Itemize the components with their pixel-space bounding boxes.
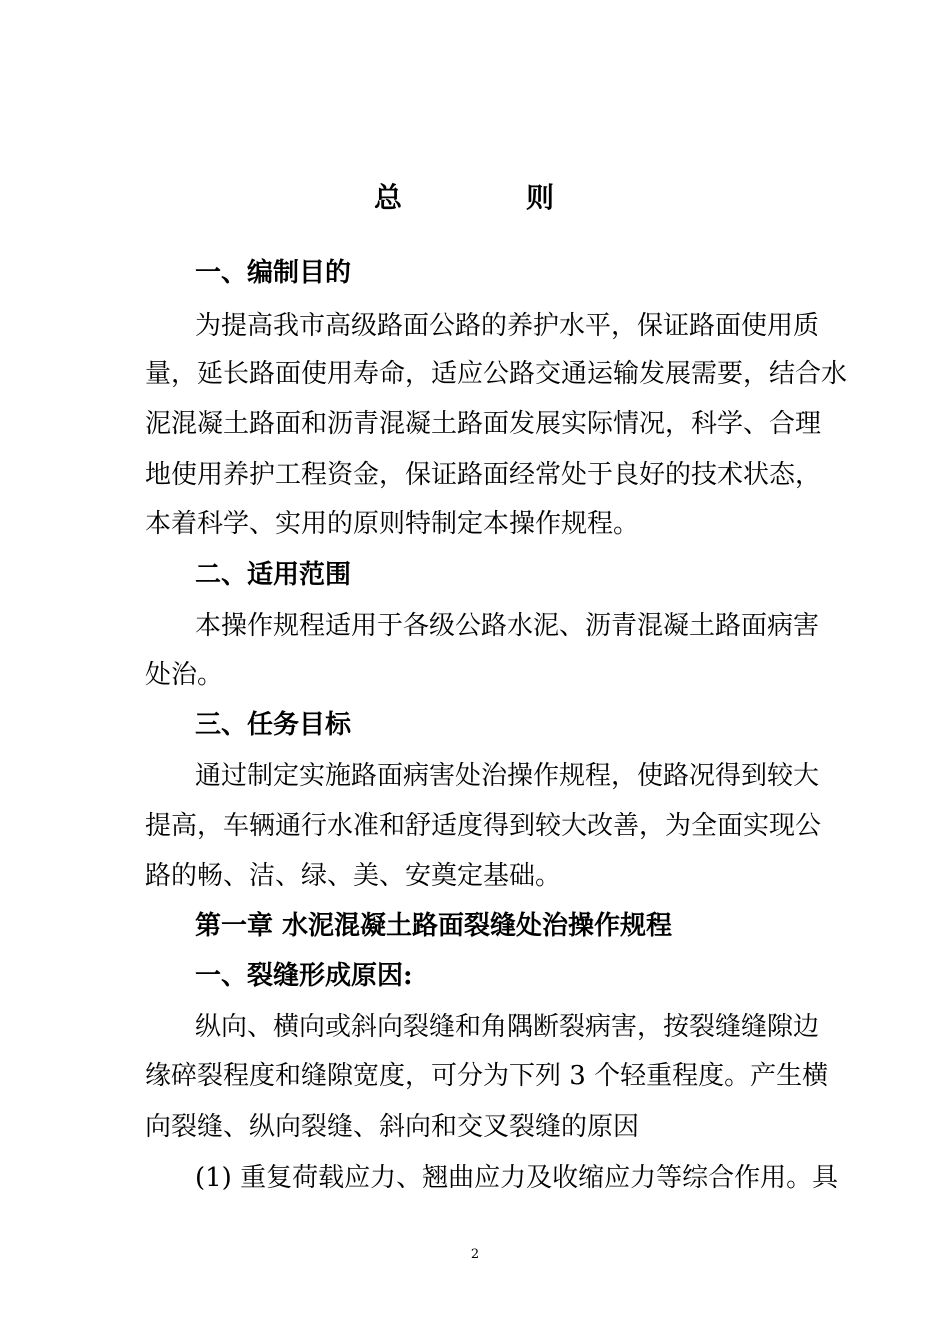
chapter-heading: 第一章 水泥混凝土路面裂缝处治操作规程 — [195, 911, 673, 941]
section-heading-goal: 三、任务目标 — [195, 710, 352, 740]
paragraph-line: 通过制定实施路面病害处治操作规程，使路况得到较大 — [195, 761, 820, 791]
title-char-2: 则 — [526, 181, 555, 214]
paragraph-line: 为提高我市高级路面公路的养护水平，保证路面使用质 — [195, 311, 820, 341]
paragraph-line: 本着科学、实用的原则特制定本操作规程。 — [145, 509, 640, 539]
paragraph-line: 地使用养护工程资金，保证路面经常处于良好的技术状态， — [145, 460, 822, 490]
section-heading-causes: 一、裂缝形成原因: — [195, 961, 413, 991]
paragraph-line: 处治。 — [145, 660, 224, 690]
section-heading-scope: 二、适用范围 — [195, 560, 352, 590]
paragraph-line: 提高，车辆通行水准和舒适度得到较大改善，为全面实现公 — [145, 811, 822, 841]
paragraph-line: 本操作规程适用于各级公路水泥、沥青混凝土路面病害 — [195, 611, 820, 641]
paragraph-line: (1) 重复荷载应力、翘曲应力及收缩应力等综合作用。具 — [195, 1163, 839, 1193]
paragraph-line: 路的畅、洁、绿、美、安奠定基础。 — [145, 861, 562, 891]
page-title — [0, 176, 950, 220]
paragraph-line: 纵向、横向或斜向裂缝和角隅断裂病害，按裂缝缝隙边 — [195, 1012, 820, 1042]
section-heading-purpose: 一、编制目的 — [195, 258, 352, 288]
title-char-1: 总 — [374, 181, 403, 214]
paragraph-line: 泥混凝土路面和沥青混凝土路面发展实际情况，科学、合理 — [145, 409, 822, 439]
paragraph-line: 缘碎裂程度和缝隙宽度，可分为下列 3 个轻重程度。产生横 — [145, 1061, 829, 1091]
page-number: 2 — [470, 1247, 480, 1262]
paragraph-line: 量，延长路面使用寿命，适应公路交通运输发展需要，结合水 — [145, 359, 848, 389]
paragraph-line: 向裂缝、纵向裂缝、斜向和交叉裂缝的原因 — [145, 1112, 640, 1142]
